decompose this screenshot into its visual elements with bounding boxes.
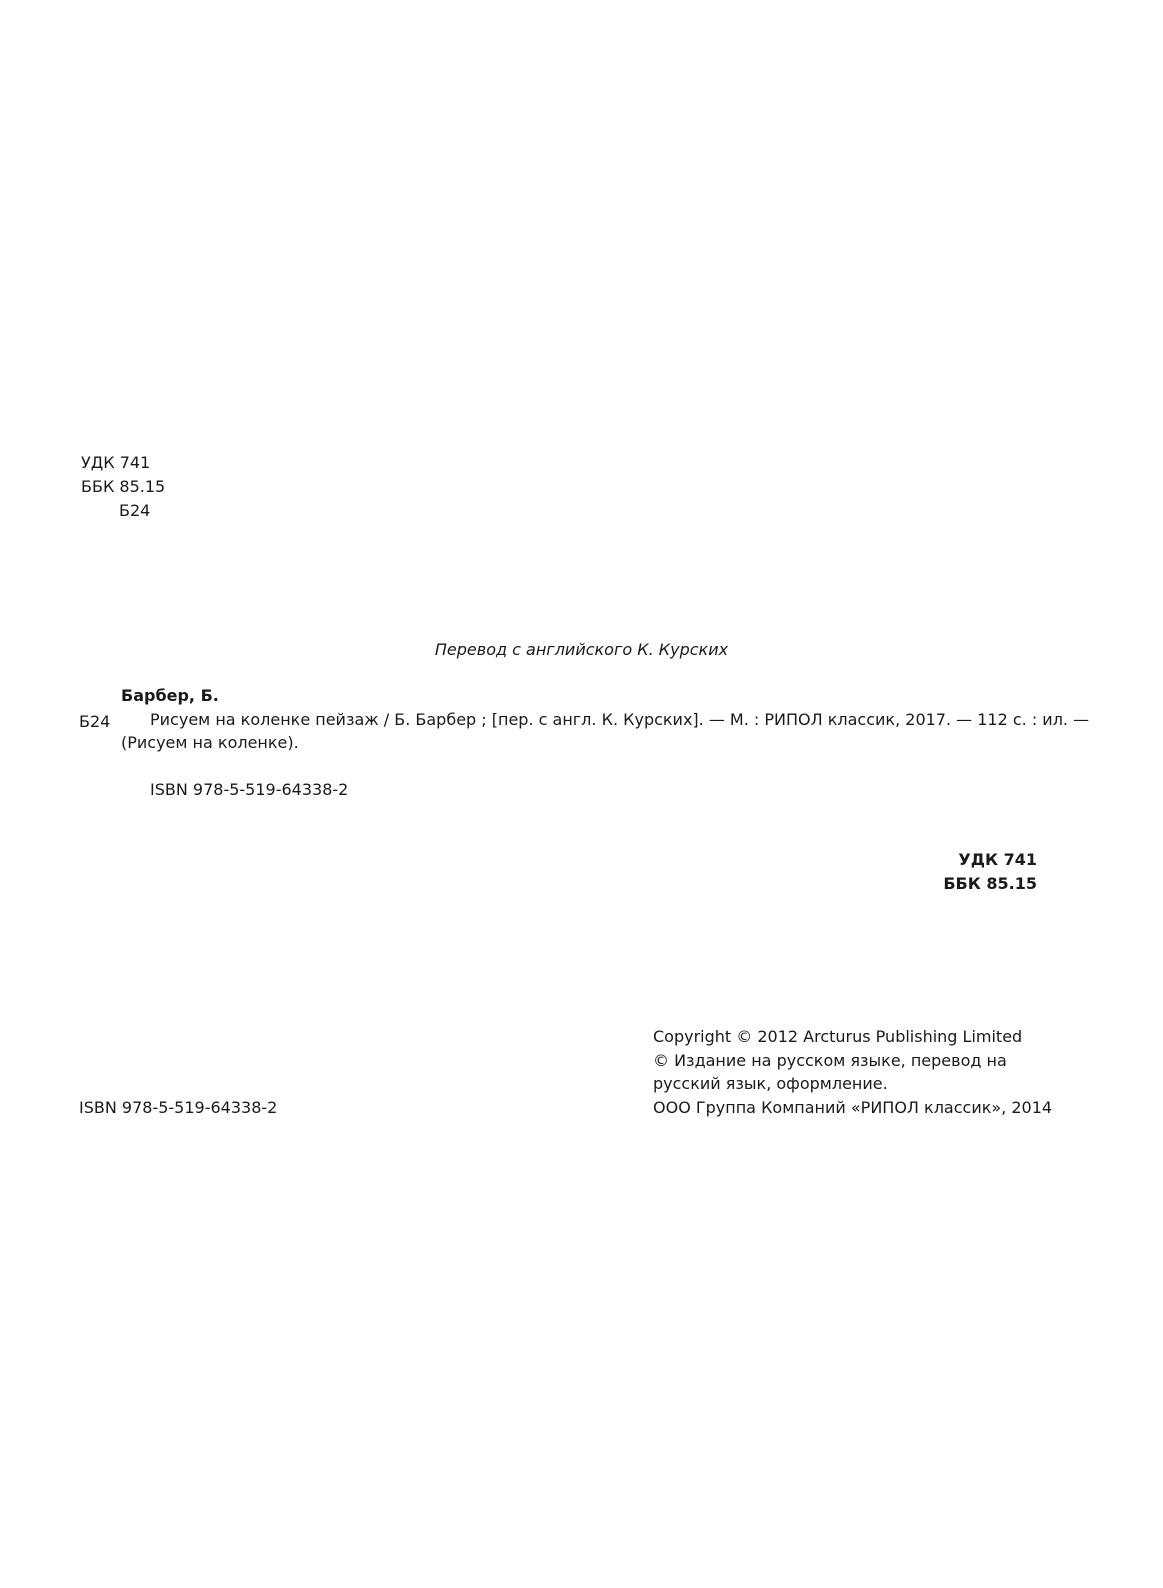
copyright-line: © Издание на русском языке, перевод на [653,1051,1007,1070]
isbn-record: ISBN 978-5-519-64338-2 [150,780,349,799]
translation-note: Перевод с английского К. Курских [434,640,729,659]
footer-isbn: ISBN 978-5-519-64338-2 [79,1098,278,1117]
bbk-code: ББК 85.15 [81,477,166,496]
udk-code: УДК 741 [81,453,151,472]
udk-classification: УДК 741 [958,850,1037,869]
bibliographic-description-line1: Рисуем на коленке пейзаж / Б. Барбер ; [пер. с англ. К. Курских]. — М. : РИПОЛ классик, 2017. — 112 с. : ил. — [150,710,1090,729]
bibliographic-description-line2: (Рисуем на коленке). [121,733,299,752]
author-code: Б24 [119,501,151,520]
copyright-line: русский язык, оформление. [653,1074,888,1093]
author-code-margin: Б24 [79,712,111,731]
copyright-line: Copyright © 2012 Arcturus Publishing Limited [653,1027,1023,1046]
bbk-classification: ББК 85.15 [943,874,1037,893]
copyright-line: ООО Группа Компаний «РИПОЛ классик», 2014 [653,1098,1053,1117]
author-heading: Барбер, Б. [121,686,219,705]
